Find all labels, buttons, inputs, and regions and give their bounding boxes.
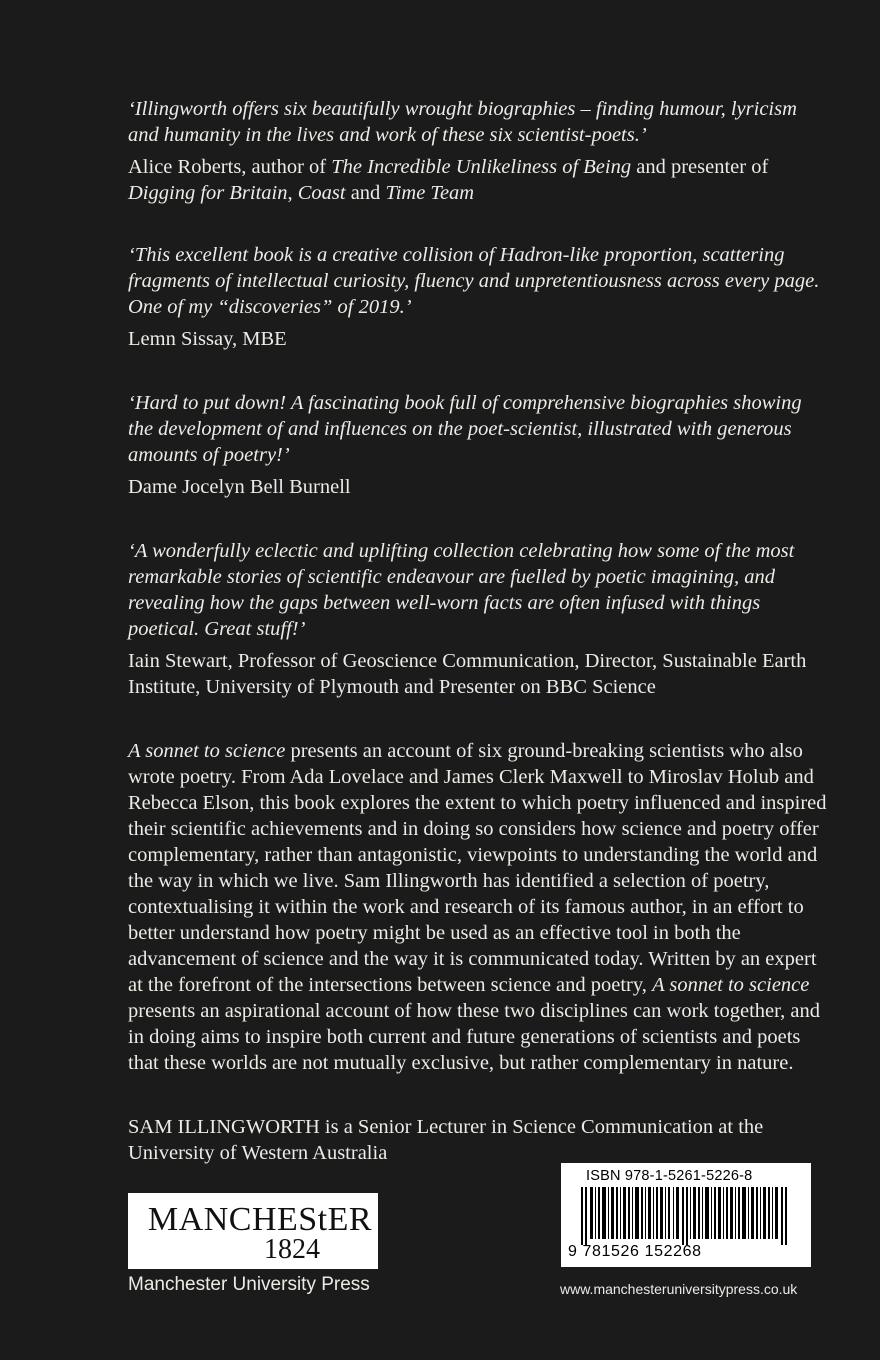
book-description	[128, 738, 828, 1076]
review-quote: ‘A wonderfully eclectic and uplifting collection celebrating how some of the most remarkable stories of scientific endeavour are fuelled by poetic imagining, and revealing how the gaps between well-worn facts are often infused with things poetical. Great stuff!’	[128, 540, 795, 640]
show-title: Digging for Britain	[128, 182, 288, 204]
publisher-logo	[128, 1193, 378, 1269]
barcode-icon	[581, 1187, 791, 1245]
isbn-barcode	[561, 1163, 811, 1267]
review-block	[128, 96, 828, 206]
review-block	[128, 242, 828, 352]
attribution-text: and presenter of	[631, 156, 769, 178]
description-text	[128, 738, 828, 1076]
review-quote: ‘Hard to put down! A fascinating book full of comprehensive biographies showing the development of and influences on the poet-scientist, illustrated with generous amounts of poetry!’	[128, 392, 802, 466]
show-title: Coast	[297, 182, 346, 204]
review-quote: ‘This excellent book is a creative collision of Hadron-like proportion, scattering fragments of intellectual curiosity, fluency and unpretentiousness across every page. One of my “discoveries” of 2019.’	[128, 244, 820, 318]
book-title: A sonnet to science	[652, 974, 810, 996]
publisher-url: www.manchesteruniversitypress.co.uk	[560, 1281, 798, 1297]
description-part: presents an aspirational account of how these two disciplines can work together, and in doing aims to inspire both current and future generations of scientists and poets that these worlds are not mutually exclusive, but rather complementary in nature.	[128, 1000, 820, 1074]
review-block	[128, 538, 828, 700]
book-title: The Incredible Unlikeliness of Being	[331, 156, 632, 178]
review-attribution	[128, 154, 828, 206]
review-attribution: Lemn Sissay, MBE	[128, 328, 287, 350]
attribution-text: Alice Roberts, author of	[128, 156, 332, 178]
review-block	[128, 390, 828, 500]
attribution-text: and	[345, 182, 386, 204]
show-title: Time Team	[385, 182, 475, 204]
book-title: A sonnet to science	[128, 740, 286, 762]
barcode-number: 9 781526 152268	[568, 1243, 702, 1260]
attribution-text: ,	[287, 182, 298, 204]
review-attribution: Iain Stewart, Professor of Geoscience Communication, Director, Sustainable Earth Institute, University of Plymouth and Presenter on BBC Science	[128, 650, 807, 698]
logo-year: 1824	[264, 1234, 320, 1265]
author-bio-block	[128, 1114, 828, 1166]
description-part: presents an account of six ground-breaking scientists who also wrote poetry. From Ada Lovelace and James Clerk Maxwell to Miroslav Holub and Rebecca Elson, this book explores the extent to which poetry influenced and inspired their scientific achievements and in doing so considers how science and poetry offer complementary, rather than antagonistic, viewpoints to understanding the world and the way in which we live. Sam Illingworth has identified a selection of poetry, contextualising it within the work and research of its famous author, in an effort to better understand how poetry might be used as an effective tool in both the advancement of science and the way it is communicated today. Written by an expert at the forefront of the intersections between science and poetry,	[128, 740, 827, 996]
logo-name: MANCHEStER	[147, 1201, 373, 1238]
publisher-name: Manchester University Press	[128, 1274, 370, 1295]
author-bio: SAM ILLINGWORTH is a Senior Lecturer in Science Communication at the University of Western Australia	[128, 1116, 764, 1164]
back-cover-text	[128, 96, 828, 1204]
review-attribution: Dame Jocelyn Bell Burnell	[128, 476, 351, 498]
isbn-label: ISBN 978-1-5261-5226-8	[586, 1168, 753, 1184]
review-quote: ‘Illingworth offers six beautifully wrought biographies – finding humour, lyricism and humanity in the lives and work of these six scientist-poets.’	[128, 98, 797, 146]
